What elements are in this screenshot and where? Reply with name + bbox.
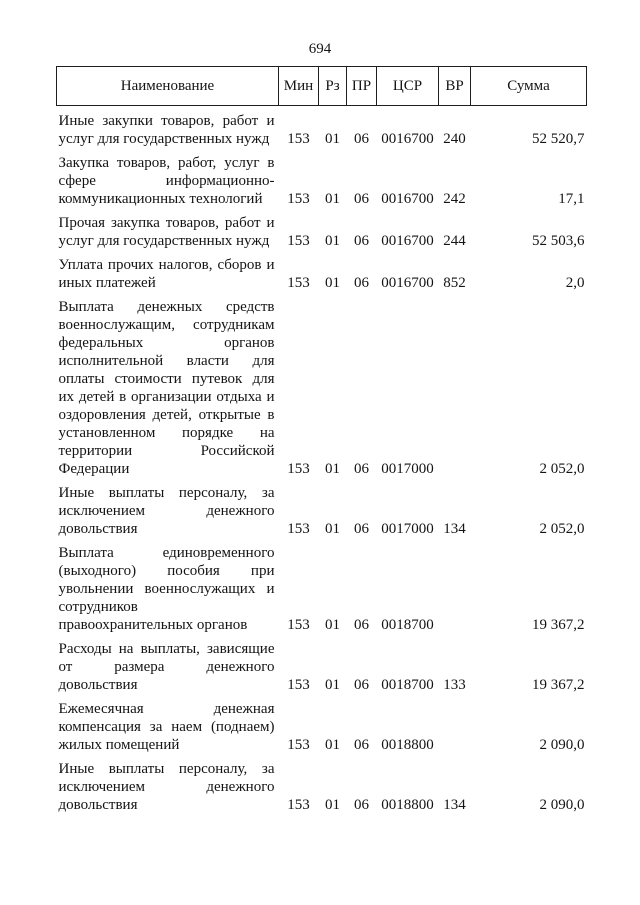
row-name: Иные выплаты персоналу, за исключением денежного довольствия <box>58 761 275 813</box>
row-sum: 2 090,0 <box>539 737 585 753</box>
row-pr: 06 <box>354 461 369 477</box>
table-row <box>57 112 587 148</box>
table-row <box>57 298 587 478</box>
row-vr: 134 <box>443 797 466 813</box>
row-rz: 01 <box>325 737 340 753</box>
row-csr: 0016700 <box>381 233 434 249</box>
row-sum: 17,1 <box>558 191 585 207</box>
row-min: 153 <box>287 233 310 249</box>
budget-table <box>56 66 587 814</box>
table-row <box>57 640 587 694</box>
row-min: 153 <box>287 677 310 693</box>
row-sum: 52 503,6 <box>532 233 585 249</box>
row-min: 153 <box>287 131 310 147</box>
row-vr: 134 <box>443 521 466 537</box>
row-csr: 0016700 <box>381 131 434 147</box>
row-pr: 06 <box>354 521 369 537</box>
row-vr <box>439 544 471 634</box>
header-rz: Рз <box>319 67 347 106</box>
row-min: 153 <box>287 275 310 291</box>
row-vr: 244 <box>443 233 466 249</box>
row-pr: 06 <box>354 737 369 753</box>
row-rz: 01 <box>325 521 340 537</box>
row-rz: 01 <box>325 275 340 291</box>
row-vr: 133 <box>443 677 466 693</box>
row-vr <box>439 298 471 478</box>
row-vr: 240 <box>443 131 466 147</box>
row-csr: 0017000 <box>381 461 434 477</box>
row-name: Уплата прочих налогов, сборов и иных платежей <box>58 257 275 291</box>
row-pr: 06 <box>354 275 369 291</box>
row-sum: 2 052,0 <box>539 521 585 537</box>
row-name: Выплата денежных средств военнослужащим, сотрудникам федеральных органов исполнительной власти для оплаты стоимости путевок для их детей в организации отдыха и оздоровления детей, открытые в установленном порядке на территории Российской Федерации <box>58 299 275 477</box>
row-rz: 01 <box>325 617 340 633</box>
table-header-row <box>57 67 587 106</box>
row-min: 153 <box>287 461 310 477</box>
row-sum: 2 090,0 <box>539 797 585 813</box>
row-min: 153 <box>287 737 310 753</box>
row-sum: 2,0 <box>565 275 585 291</box>
table-body <box>57 106 587 815</box>
row-name: Расходы на выплаты, зависящие от размера денежного довольствия <box>58 641 275 693</box>
row-csr: 0018700 <box>381 617 434 633</box>
table-row <box>57 214 587 250</box>
row-vr: 852 <box>443 275 466 291</box>
row-pr: 06 <box>354 677 369 693</box>
row-sum: 19 367,2 <box>532 617 585 633</box>
table-row <box>57 700 587 754</box>
row-name: Иные закупки товаров, работ и услуг для государственных нужд <box>58 113 275 147</box>
table-row <box>57 256 587 292</box>
row-pr: 06 <box>354 797 369 813</box>
page-number: 694 <box>308 41 332 57</box>
row-min: 153 <box>287 617 310 633</box>
row-rz: 01 <box>325 461 340 477</box>
row-name: Иные выплаты персоналу, за исключением денежного довольствия <box>58 485 275 537</box>
row-csr: 0018800 <box>381 737 434 753</box>
row-name: Прочая закупка товаров, работ и услуг для государственных нужд <box>58 215 275 249</box>
header-pr: ПР <box>347 67 377 106</box>
row-vr: 242 <box>443 191 466 207</box>
table-row <box>57 544 587 634</box>
table-row <box>57 154 587 208</box>
header-csr: ЦСР <box>377 67 439 106</box>
row-csr: 0018700 <box>381 677 434 693</box>
row-pr: 06 <box>354 233 369 249</box>
row-min: 153 <box>287 191 310 207</box>
row-pr: 06 <box>354 131 369 147</box>
row-sum: 19 367,2 <box>532 677 585 693</box>
row-min: 153 <box>287 797 310 813</box>
row-csr: 0016700 <box>381 275 434 291</box>
row-rz: 01 <box>325 131 340 147</box>
row-rz: 01 <box>325 677 340 693</box>
row-rz: 01 <box>325 233 340 249</box>
row-name: Закупка товаров, работ, услуг в сфере информационно-коммуникационных технологий <box>58 155 275 207</box>
row-pr: 06 <box>354 617 369 633</box>
row-name: Выплата единовременного (выходного) пособия при увольнении военнослужащих и сотрудников правоохранительных органов <box>58 545 275 633</box>
row-rz: 01 <box>325 191 340 207</box>
row-name: Ежемесячная денежная компенсация за наем (поднаем) жилых помещений <box>58 701 275 753</box>
row-csr: 0017000 <box>381 521 434 537</box>
row-min: 153 <box>287 521 310 537</box>
row-rz: 01 <box>325 797 340 813</box>
row-sum: 2 052,0 <box>539 461 585 477</box>
header-name: Наименование <box>57 67 279 106</box>
header-min: Мин <box>279 67 319 106</box>
row-csr: 0016700 <box>381 191 434 207</box>
row-csr: 0018800 <box>381 797 434 813</box>
header-sum: Сумма <box>471 67 587 106</box>
table-row <box>57 484 587 538</box>
row-sum: 52 520,7 <box>532 131 585 147</box>
row-vr <box>439 700 471 754</box>
row-pr: 06 <box>354 191 369 207</box>
header-vr: ВР <box>439 67 471 106</box>
table-row <box>57 760 587 814</box>
